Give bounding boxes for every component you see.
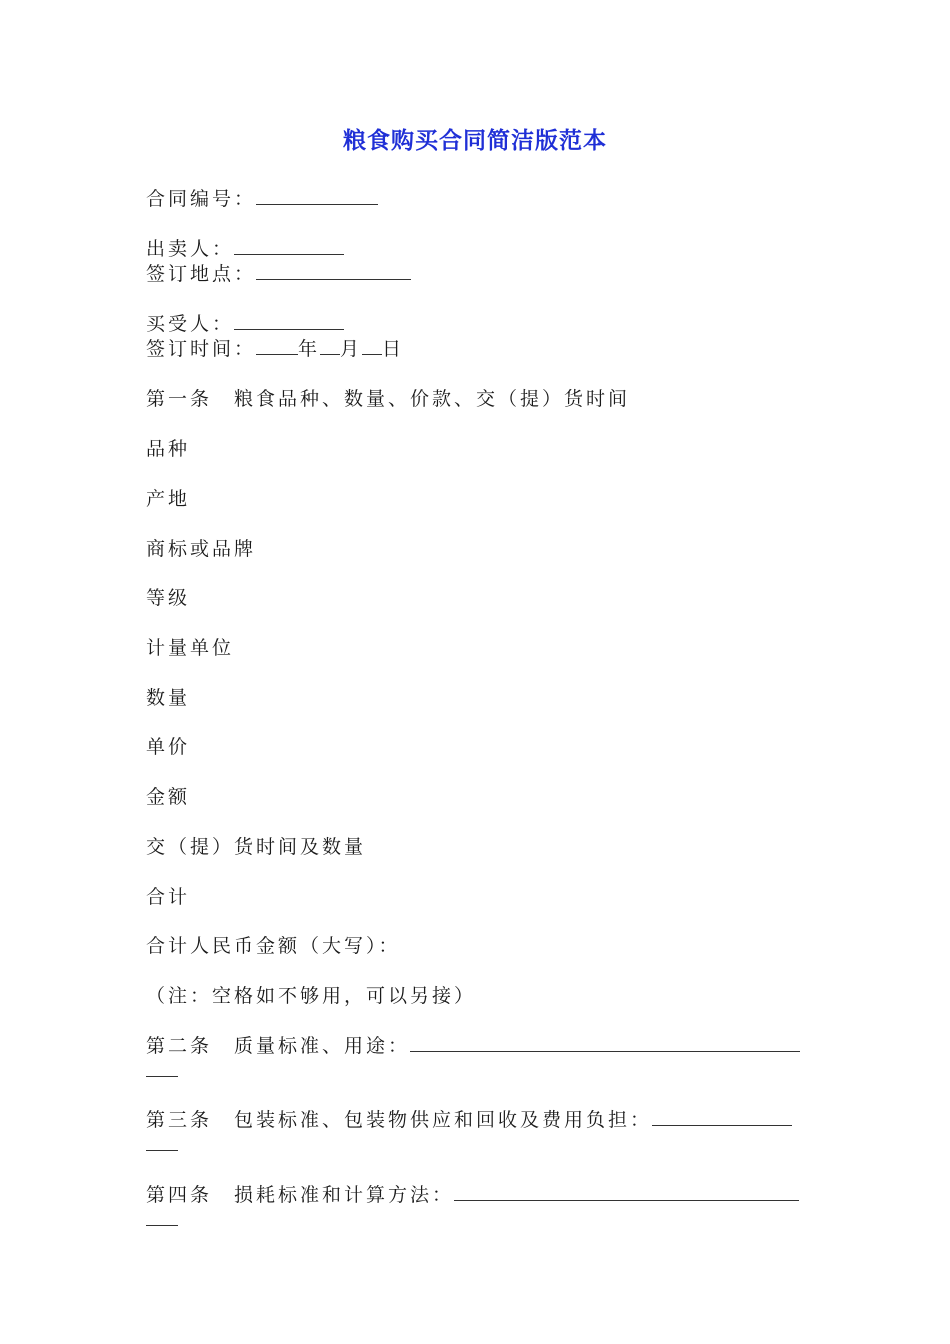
- day-label: 日: [382, 338, 405, 360]
- sign-place-blank: [256, 262, 411, 280]
- article-1-text: 粮食品种、数量、价款、交（提）货时间: [234, 388, 631, 410]
- item-brand: 商标或品牌: [146, 538, 257, 560]
- sign-place-row: [146, 262, 411, 286]
- article-2-number: 第二条: [146, 1035, 213, 1057]
- article-1-number: 第一条: [146, 388, 213, 410]
- contract-no-row: [146, 187, 378, 211]
- sign-place-label: 签订地点：: [146, 263, 257, 285]
- item-origin: 产地: [146, 488, 191, 510]
- article-4: [146, 1183, 799, 1207]
- seller-label: 出卖人：: [146, 238, 235, 260]
- item-note: （注：空格如不够用，可以另接）: [146, 985, 477, 1007]
- year-label: 年: [298, 338, 321, 360]
- article-2-text: 质量标准、用途：: [234, 1035, 411, 1057]
- contract-no-label: 合同编号：: [146, 188, 257, 210]
- contract-no-blank: [256, 187, 378, 205]
- item-total-rmb: 合计人民币金额（大写）：: [146, 935, 401, 957]
- sign-time-row: [146, 337, 404, 361]
- article-3-number: 第三条: [146, 1109, 213, 1131]
- item-amount: 金额: [146, 786, 191, 808]
- article-3-blank-cont: [146, 1133, 178, 1151]
- article-2-blank: [410, 1034, 800, 1052]
- article-3-blank: [652, 1108, 792, 1126]
- article-2: [146, 1034, 800, 1058]
- item-variety: 品种: [146, 438, 191, 460]
- item-delivery: 交（提）货时间及数量: [146, 836, 367, 858]
- article-2-continuation: [146, 1059, 178, 1083]
- item-total: 合计: [146, 886, 191, 908]
- article-2-blank-cont: [146, 1059, 178, 1077]
- month-label: 月: [340, 338, 363, 360]
- buyer-blank: [234, 312, 344, 330]
- buyer-label: 买受人：: [146, 313, 235, 335]
- month-blank: [320, 337, 340, 355]
- seller-row: [146, 237, 344, 261]
- item-unit: 计量单位: [146, 637, 235, 659]
- day-blank: [362, 337, 382, 355]
- sign-time-label: 签订时间：: [146, 338, 257, 360]
- article-3-continuation: [146, 1133, 178, 1157]
- article-3-text: 包装标准、包装物供应和回收及费用负担：: [234, 1109, 653, 1131]
- article-4-number: 第四条: [146, 1184, 213, 1206]
- seller-blank: [234, 237, 344, 255]
- item-quantity: 数量: [146, 687, 191, 709]
- article-4-blank: [454, 1183, 799, 1201]
- article-1: [146, 387, 630, 411]
- year-blank: [256, 337, 298, 355]
- document-title: 粮食购买合同简洁版范本: [343, 128, 607, 154]
- article-4-continuation: [146, 1208, 178, 1232]
- item-grade: 等级: [146, 587, 191, 609]
- article-4-text: 损耗标准和计算方法：: [234, 1184, 455, 1206]
- article-4-blank-cont: [146, 1208, 178, 1226]
- buyer-row: [146, 312, 344, 336]
- article-3: [146, 1108, 792, 1132]
- item-unit-price: 单价: [146, 736, 191, 758]
